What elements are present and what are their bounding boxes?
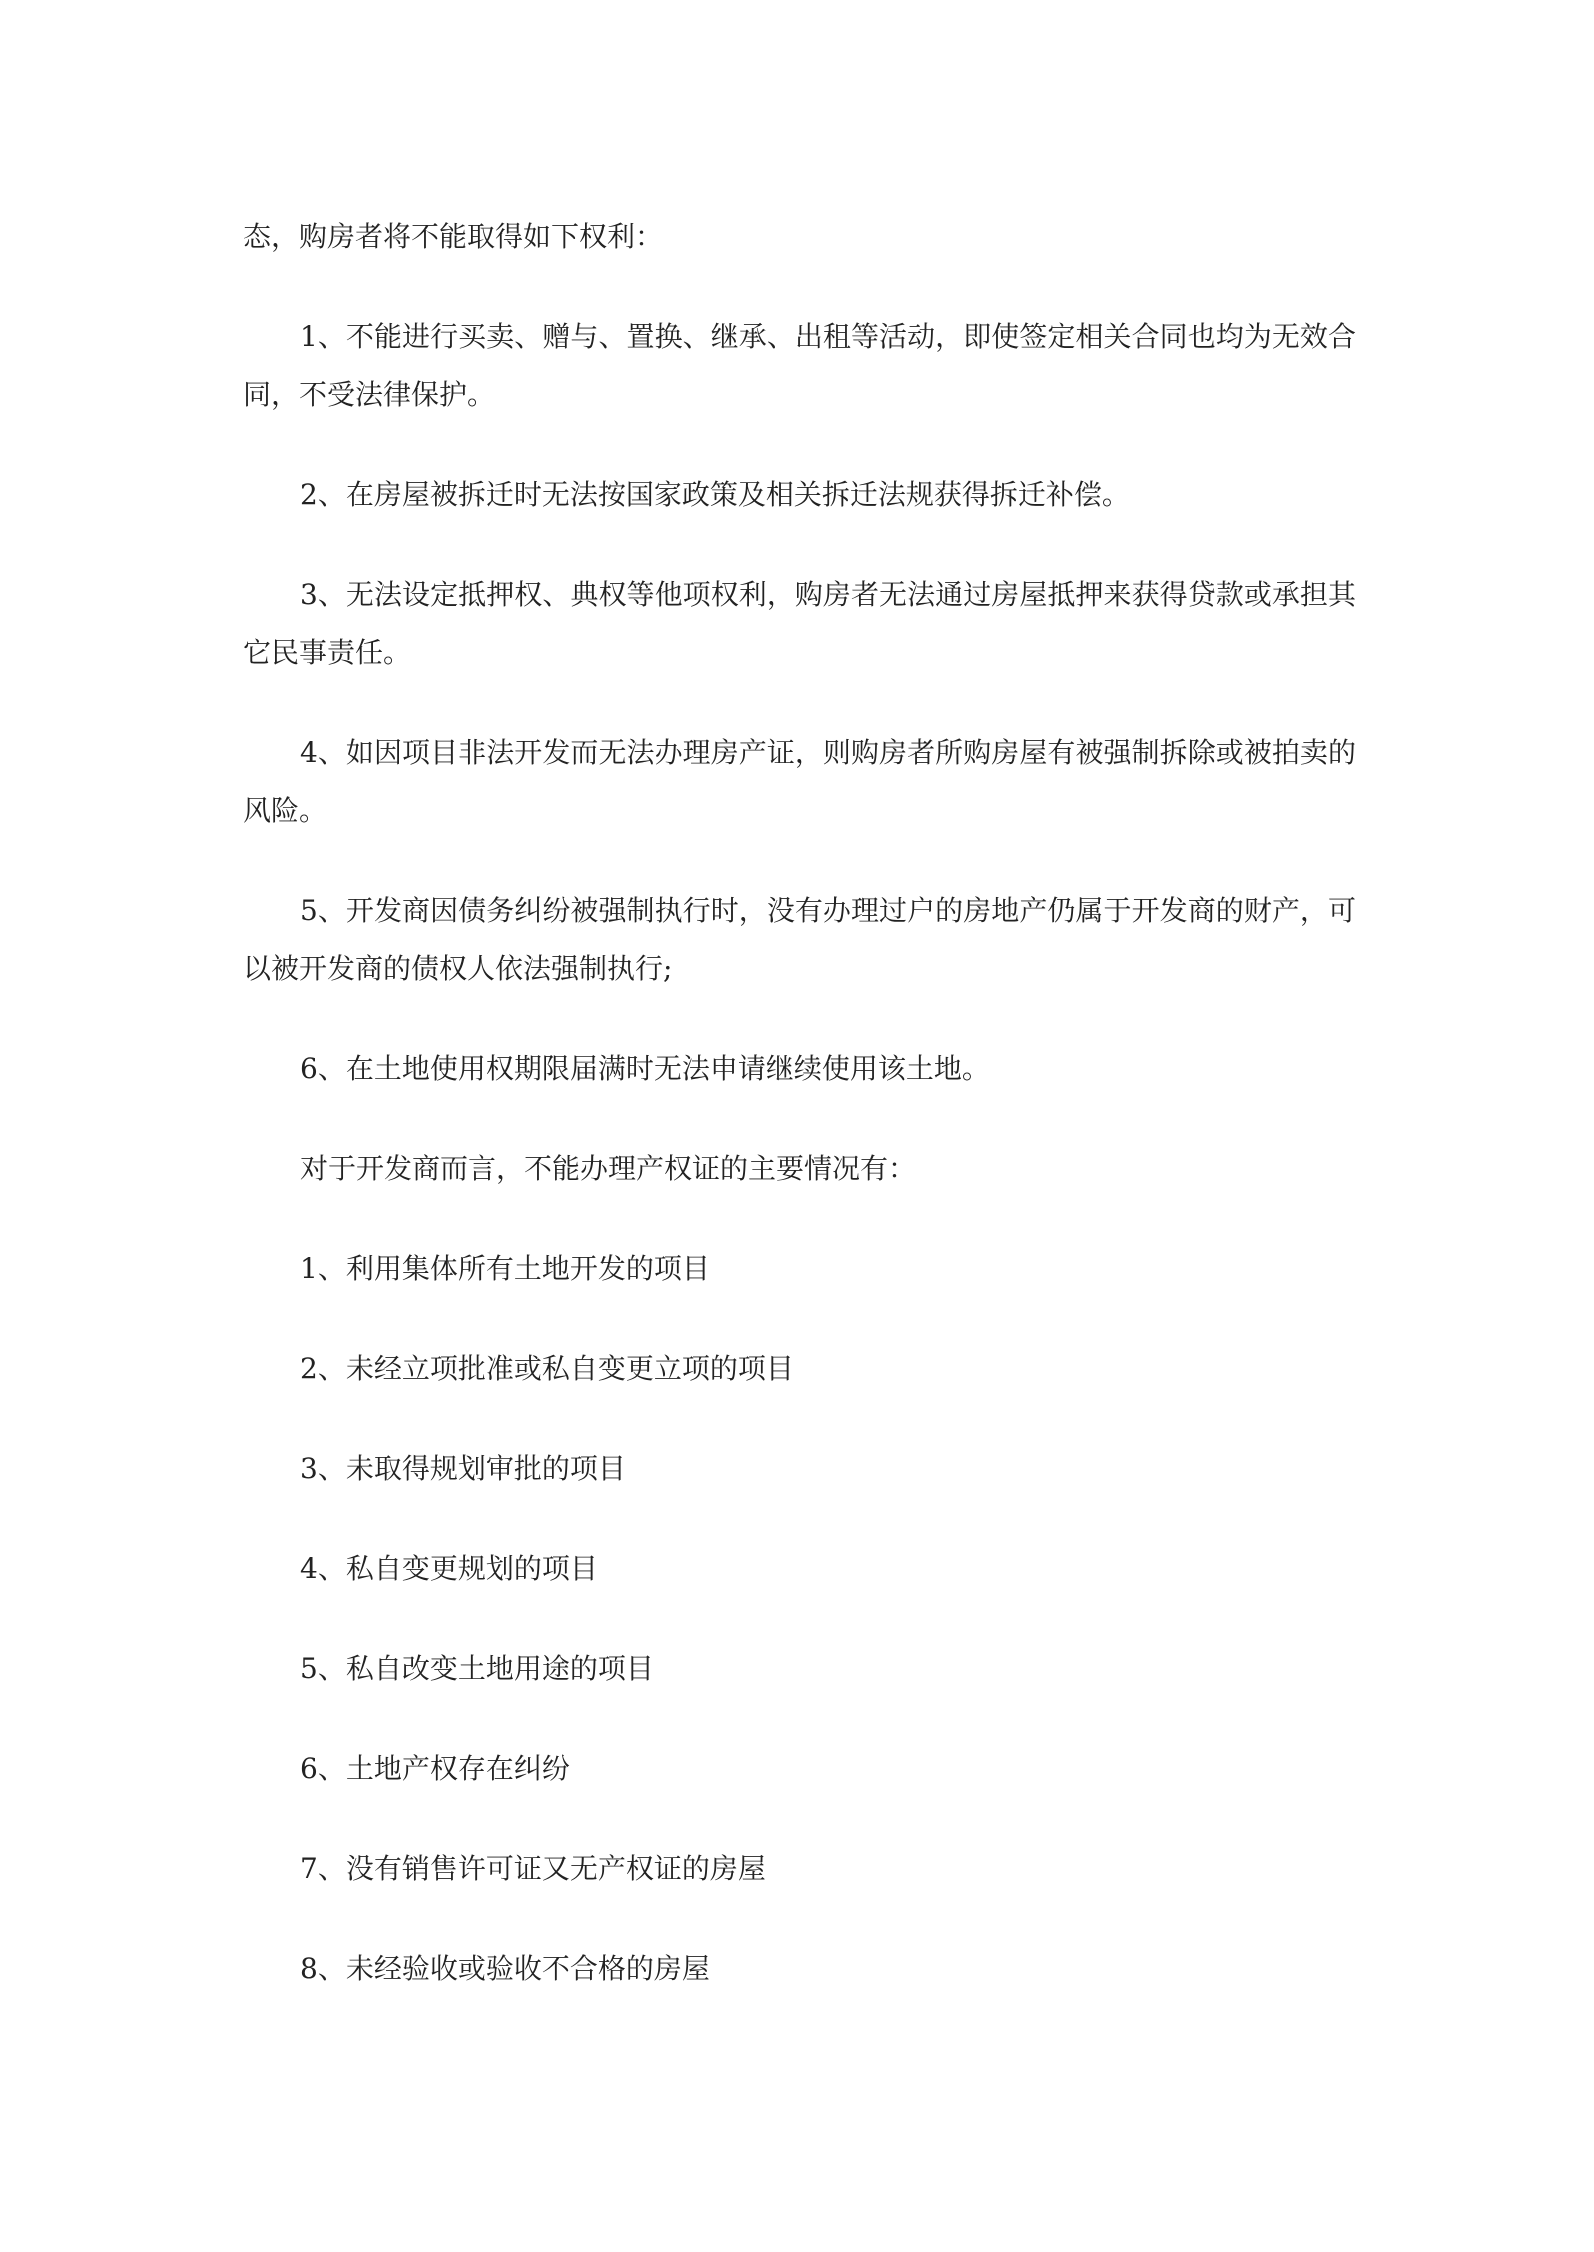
buyer-right-item: 4、如因项目非法开发而无法办理房产证，则购房者所购房屋有被强制拆除或被拍卖的风险。	[243, 736, 1356, 827]
buyer-right-item: 5、开发商因债务纠纷被强制执行时，没有办理过户的房地产仍属于开发商的财产，可以被开发商的债权人依法强制执行;	[243, 894, 1356, 985]
buyer-right-item: 1、不能进行买卖、赠与、置换、继承、出租等活动，即使签定相关合同也均为无效合同，不受法律保护。	[243, 320, 1356, 411]
developer-item: 6、土地产权存在纠纷	[300, 1752, 570, 1785]
developer-item: 2、未经立项批准或私自变更立项的项目	[300, 1352, 794, 1385]
buyer-right-item: 3、无法设定抵押权、典权等他项权利，购房者无法通过房屋抵押来获得贷款或承担其它民事责任。	[243, 578, 1356, 669]
document-body	[243, 208, 1356, 1998]
developer-item: 7、没有销售许可证又无产权证的房屋	[300, 1852, 766, 1885]
developer-item: 3、未取得规划审批的项目	[300, 1452, 626, 1485]
buyer-right-item: 6、在土地使用权期限届满时无法申请继续使用该土地。	[300, 1052, 990, 1085]
developer-item: 4、私自变更规划的项目	[300, 1552, 598, 1585]
buyer-right-item: 2、在房屋被拆迁时无法按国家政策及相关拆迁法规获得拆迁补偿。	[300, 478, 1130, 511]
developer-heading: 对于开发商而言，不能办理产权证的主要情况有：	[300, 1152, 917, 1185]
intro-paragraph: 态，购房者将不能取得如下权利：	[243, 220, 664, 253]
developer-item: 5、私自改变土地用途的项目	[300, 1652, 654, 1685]
developer-item: 1、利用集体所有土地开发的项目	[300, 1252, 710, 1285]
developer-item: 8、未经验收或验收不合格的房屋	[300, 1952, 710, 1985]
